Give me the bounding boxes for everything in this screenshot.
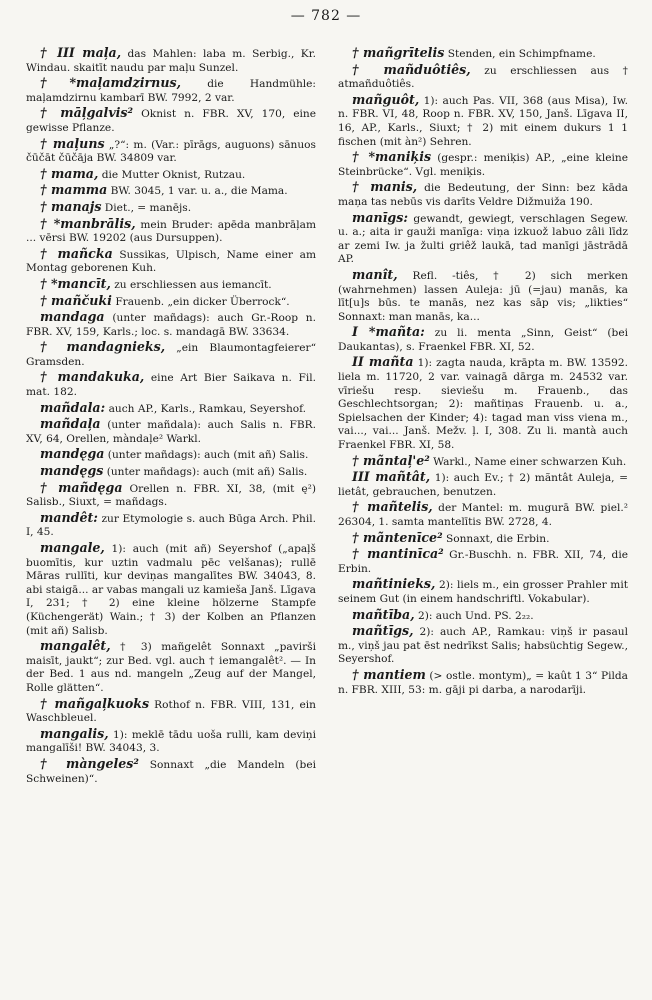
dictionary-entry [26, 183, 316, 199]
dictionary-entry [26, 401, 316, 417]
dictionary-entry [26, 200, 316, 216]
entry-body: zu erschliessen aus † atmañduôtiês. [338, 64, 628, 91]
entry-headword: mañdaļa [40, 416, 101, 432]
entry-headword: † māļgalvis² [40, 105, 134, 121]
dictionary-entry [26, 46, 316, 75]
entry-headword: † *mancīt, [40, 275, 111, 291]
entry-headword: † mãntaļ'e² [352, 452, 430, 468]
entry-headword: III mañtât, [352, 469, 431, 485]
entry-body: zur Etymologie s. auch Būga Arch. Phil. I, 45. [26, 512, 316, 539]
dictionary-entry [338, 500, 628, 529]
entry-body: die Mutter Oknist, Rutzau. [98, 168, 246, 181]
entry-body: 1): auch Ev.; † 2) mãntât Auleja, = lietât, gebrauchen, benutzen. [338, 472, 628, 498]
dictionary-entry [26, 340, 316, 369]
entry-body: zu li. menta „Sinn, Geist“ (bei Daukantas), s. Fraenkel FBR. XI, 52. [338, 327, 628, 353]
dictionary-entry [26, 464, 316, 480]
entry-headword: mañdala: [40, 399, 106, 415]
entry-headword: † III maļa, [40, 45, 122, 60]
entry-body: 1): auch (mit añ) Seyershof („apaļš buomītis, kur uztin vadmalu pēc velšanas); rullē Māras rullīti, kur deviņas mangalītes BW. 34043, 8. abi staigā... ar vabas mangali uz kamieša Janš. Līgava I, 231; † 2) eine kleine hölzerne Stampfe (Küchengerät) Wain.; † 3) der Kolben an Pflanzen (mit añ) Salisb. [26, 543, 316, 637]
entry-body: † 3) mañgelêt Sonnaxt „pavirši maisīt, jaukt“; zur Bed. vgl. auch † iemangalêt². — In der Bed. 1 aus nd. mangeln „Zeug auf der Mangel, Rolle glätten“. [26, 641, 316, 694]
entry-body: Warkl., Name einer schwarzen Kuh. [429, 455, 627, 468]
entry-body: Refl. -tiês, † 2) sich merken (wahrnehmen) lassen Auleja: jū (=jau) manās, ka līt[u]s būs. te manās, nez kas sāp vis; „likties“ Sonnaxt: man manās, ka... [338, 269, 628, 323]
entry-headword: mangalis, [40, 725, 109, 741]
entry-body: 2): auch Und. PS. 2₂₂. [414, 609, 534, 622]
entry-body: Gr.-Buschh. n. FBR. XII, 74, die Erbin. [338, 549, 628, 575]
entry-headword: manīgs: [352, 209, 408, 225]
page-number: — 782 — [290, 8, 362, 24]
dictionary-entry [26, 167, 316, 183]
dictionary-entry [338, 355, 628, 452]
entry-body: (unter mañdala): auch Salis n. FBR. XV, 64, Orellen, màndaļe² Warkl. [26, 419, 316, 445]
entry-headword: mañguôt, [352, 91, 420, 107]
dictionary-entry [338, 325, 628, 354]
left-column [26, 46, 316, 787]
dictionary-entry [338, 46, 628, 62]
entry-body: mein Bruder: apēda manbrāļam ... vērsi BW. 19202 (aus Dursuppen). [26, 218, 316, 245]
entry-body: Sussikas, Ulpisch, Name einer am Montag geborenen Kuh. [26, 248, 316, 275]
dictionary-entry [26, 417, 316, 446]
entry-headword: † mãntenīce² [352, 529, 443, 545]
entry-body: Diet., = manējs. [101, 201, 192, 214]
dictionary-entry [26, 757, 316, 786]
entry-body: Sonnaxt „die Mandeln (bei Schweinen)“. [26, 758, 316, 785]
dictionary-entry [338, 211, 628, 267]
entry-headword: † mantinīca² [352, 546, 444, 562]
dictionary-entry [338, 608, 628, 624]
right-column [338, 46, 628, 698]
dictionary-entry [26, 76, 316, 105]
dictionary-entry [338, 531, 628, 547]
entry-headword: † mañgrītelis [352, 45, 445, 60]
entry-body: 1): auch Pas. VII, 368 (aus Misa), Iw. n. FBR. VI, 48, Roop n. FBR. XV, 150, Janš. Līgava II, 16, AP., Karls., Siuxt; † 2) mit einem dukurs 1 1 fischen (mit àn²) Sehren. [338, 94, 628, 148]
entry-body: Sonnaxt, die Erbin. [442, 532, 550, 545]
entry-body: „?“: m. (Var.: pīrāgs, auguons) sānuos čūčāt čūčāja BW. 34809 var. [26, 138, 316, 165]
entry-body: gewandt, gewiegt, verschlagen Segew. u. a.; aita ir gauži manīga: viņa izkuož labuo zâli līdz ar zemi Iw. ja žulti griêž laukā, tad manīgi jāstrādā AP. [338, 212, 628, 266]
entry-body: (gespr.: meniķis) AP., „eine kleine Steinbrücke“. Vgl. meniķis. [338, 152, 628, 178]
entry-headword: † manis, [352, 179, 418, 195]
entry-headword: mandaga [40, 309, 105, 325]
dictionary-entry [26, 447, 316, 463]
dictionary-entry [26, 106, 316, 135]
entry-headword: † mamma [40, 182, 108, 198]
entry-headword: † manajs [40, 198, 102, 214]
dictionary-entry [26, 247, 316, 276]
entry-body: (unter mañdags): auch Gr.-Roop n. FBR. XV, 159, Karls.; loc. s. mandagā BW. 33634. [26, 312, 316, 338]
entry-body: der Mantel: m. mugurā BW. piel.² 26304, 1. samta mantelītis BW. 2728, 4. [338, 502, 628, 528]
entry-headword: † *maniķis [352, 149, 432, 165]
entry-headword: † *manbrālis, [40, 215, 136, 231]
dictionary-entry [26, 639, 316, 695]
dictionary-entry [338, 93, 628, 149]
dictionary-entry [338, 470, 628, 499]
entry-headword: † mandakuka, [40, 369, 145, 385]
entry-headword: † mantiem [352, 666, 426, 682]
entry-body: die Bedeutung, der Sinn: bez kāda maņa tas nebūs vis darīts Veldre Dižmuiža 190. [338, 182, 628, 208]
entry-headword: mañtīgs, [352, 623, 414, 639]
entry-headword: mandęgs [40, 463, 104, 479]
entry-headword: manît, [352, 266, 398, 282]
entry-body: Frauenb. „ein dicker Überrock“. [111, 295, 290, 308]
entry-body: 2): liels m., ein grosser Prahler mit seinem Gut (in einem handschriftl. Vokabular). [338, 579, 628, 605]
dictionary-entry [338, 547, 628, 576]
dictionary-entry [338, 454, 628, 470]
dictionary-entry [338, 624, 628, 667]
entry-headword: II mañta [352, 354, 414, 370]
entry-headword: mañtinieks, [352, 576, 436, 592]
entry-body: zu erschliessen aus iemancīt. [110, 278, 272, 291]
entry-body: eine Art Bier Saikava n. Fil. mat. 182. [26, 372, 317, 399]
entry-headword: † mañgaļkuoks [40, 695, 150, 711]
entry-headword: † mañtelis, [352, 499, 433, 515]
dictionary-entry [26, 217, 316, 246]
dictionary-entry [338, 668, 628, 697]
dictionary-entry [338, 180, 628, 209]
entry-headword: † maļuns [40, 135, 105, 151]
entry-headword: mandęga [40, 446, 105, 462]
entry-headword: † mama, [40, 165, 99, 181]
entry-headword: mandêt: [40, 509, 98, 525]
entry-body: das Mahlen: laba m. Serbig., Kr. Windau. skaitīt naudu par maļu Sunzel. [26, 48, 316, 74]
entry-body: Rothof n. FBR. VIII, 131, ein Waschbleuel. [26, 698, 316, 725]
entry-body: 2): auch AP., Ramkau: viņš ir pasaul m., viņš jau pat ēst nedrīkst Salis; habsüchtig Segew., Seyershof. [338, 626, 628, 666]
entry-body: 1): zagta nauda, krāpta m. BW. 13592. liela m. 11720, 2 var. vainagā dārga m. 24532 var. vīriešu resp. sieviešu m. Frauenb., das Geschlechtsorgan; 2): mañtiņas Frauenb. u. a., Spielsachen der Kinder; 4): tagad man viss viena m., vai..., vai... Janš. Mežv. ļ. I, 308. Zu li. mantà auch Fraenkel FBR. XI, 58. [338, 357, 628, 452]
dictionary-entry [26, 511, 316, 540]
dictionary-entry [26, 294, 316, 310]
entry-headword: † màngeles² [40, 755, 139, 771]
entry-headword: mañtība, [352, 606, 415, 622]
dictionary-entry [26, 137, 316, 166]
dictionary-entry [338, 63, 628, 92]
dictionary-entry [338, 577, 628, 606]
dictionary-entry [26, 481, 316, 510]
entry-body: die Handmühle: maļamdzirnu kambarī BW. 7992, 2 var. [26, 78, 316, 104]
entry-headword: † mañcka [40, 245, 113, 261]
entry-headword: mangalêt, [40, 638, 111, 654]
entry-headword: †*maļamdzirnus, [40, 75, 181, 91]
entry-body: auch AP., Karls., Ramkau, Seyershof. [105, 402, 307, 415]
dictionary-entry [338, 150, 628, 179]
entry-headword: † mañčuki [40, 292, 112, 308]
dictionary-entry [26, 727, 316, 756]
dictionary-entry [26, 541, 316, 638]
entry-body: Orellen n. FBR. XI, 38, (mit ę²) Salisb., Siuxt, = mañdags. [26, 482, 316, 509]
entry-body: Stenden, ein Schimpfname. [444, 48, 596, 60]
dictionary-entry [338, 268, 628, 324]
entry-headword: † mañdęga [40, 479, 123, 495]
entry-body: (unter mañdags): auch (mit añ) Salis. [103, 466, 308, 479]
dictionary-entry [26, 310, 316, 339]
entry-body: 1): meklē tādu uoša rulli, kam deviņi mangalīši! BW. 34043, 3. [26, 728, 316, 755]
entry-headword: † mandagnieks, [40, 339, 166, 355]
entry-headword: mangale, [40, 540, 105, 555]
entry-body: „ein Blaumontagfeierer“ Gramsden. [26, 342, 316, 368]
entry-body: Oknist n. FBR. XV, 170, eine gewisse Pflanze. [26, 108, 316, 134]
entry-headword: † mañduôtiês, [352, 61, 471, 77]
entry-body: (unter mañdags): auch (mit añ) Salis. [104, 449, 309, 462]
dictionary-entry [26, 697, 316, 726]
entry-headword: I *mañta: [352, 324, 425, 340]
entry-body: BW. 3045, 1 var. u. a., die Mama. [107, 185, 288, 198]
entry-body: (> ostle. montym)„ = kaût 1 3“ Pilda n. FBR. XIII, 53: m. gāji pi darba, a narodarīji. [338, 669, 628, 696]
dictionary-entry [26, 277, 316, 293]
dictionary-entry [26, 370, 316, 399]
